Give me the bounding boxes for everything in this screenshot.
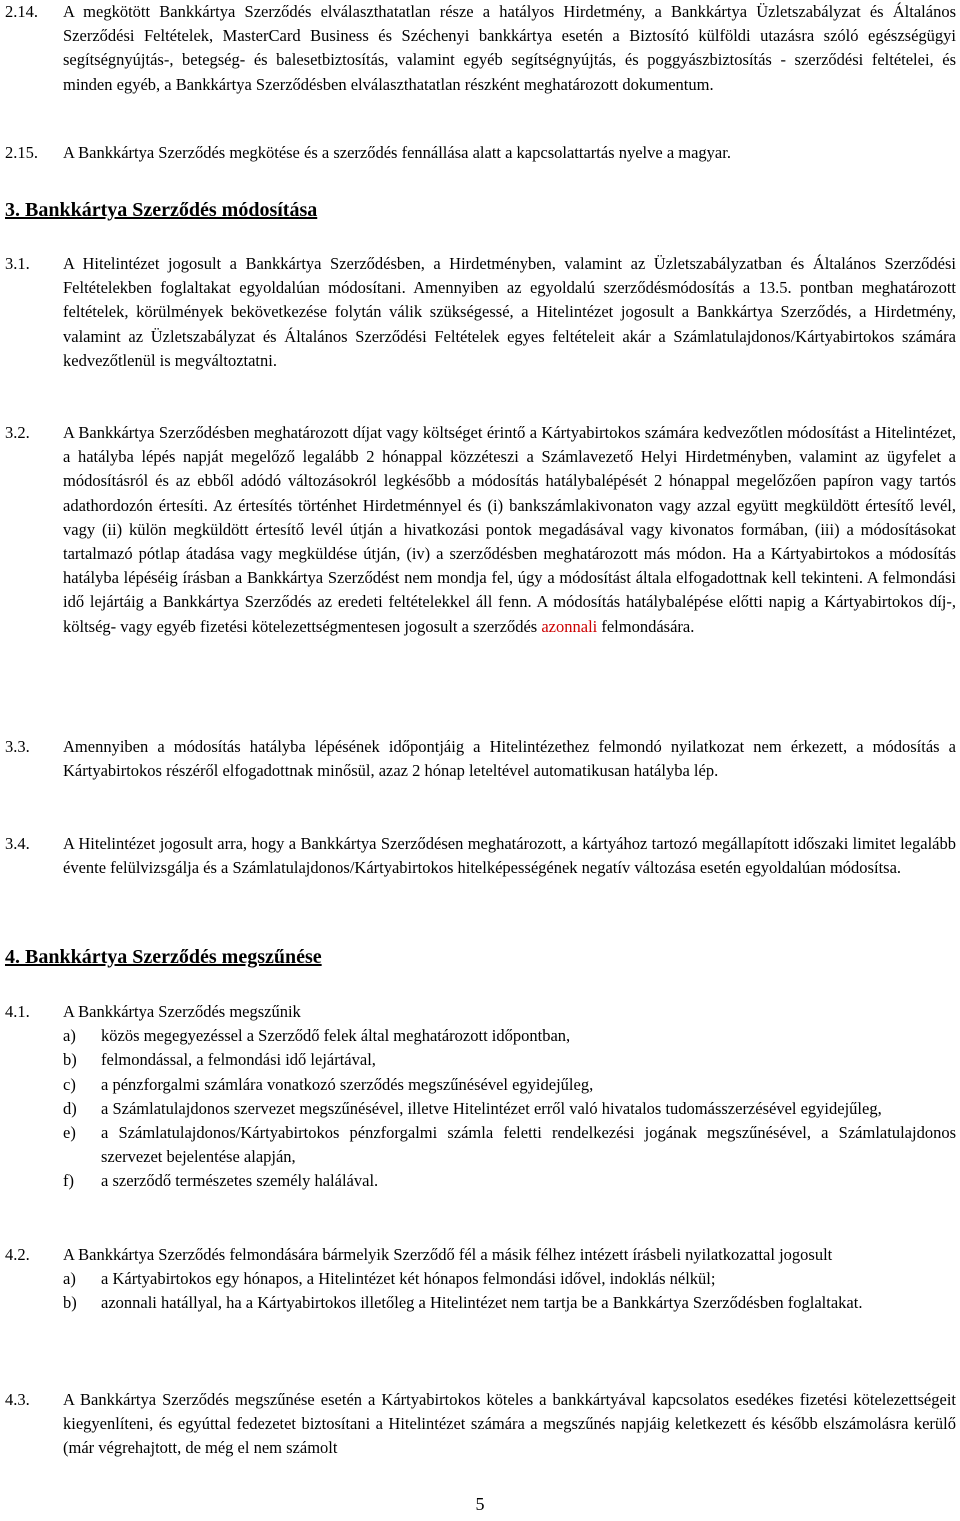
- paragraph-text: A Bankkártya Szerződés megkötése és a szerződés fennállása alatt a kapcsolattartás nyelve a magyar.: [63, 143, 731, 162]
- paragraph-text: A Hitelintézet jogosult arra, hogy a Bankkártya Szerződésen meghatározott, a kártyához tartozó megállapított időszaki limitet legalább évente felülvizsgálja és a Számlatulajdonos/Kártyabirtokos hitelképességének negatív változása esetén egyoldalúan módosítsa.: [63, 834, 956, 878]
- paragraph-text: Amennyiben a módosítás hatályba lépésének időpontjáig a Hitelintézethez felmondó nyilatkozat nem érkezett, a módosítás a Kártyabirtokos részéről elfogadottnak minősül, azaz 2 hónap leteltével automatikusan hatályba lép.: [63, 737, 956, 781]
- list-item: [63, 1073, 956, 1097]
- notice-list: [63, 1267, 956, 1315]
- paragraph-intro: A Bankkártya Szerződés megszűnik: [63, 1002, 301, 1021]
- highlighted-word: azonnali: [541, 616, 598, 636]
- list-item: [63, 1267, 956, 1291]
- paragraph-number: 4.1.: [5, 1002, 30, 1021]
- list-item: [63, 1169, 956, 1193]
- paragraph-3-2: [5, 421, 956, 639]
- section-heading-4: 4. Bankkártya Szerződés megszűnése: [5, 946, 322, 968]
- paragraph-text: A megkötött Bankkártya Szerződés elválaszthatatlan része a hatályos Hirdetmény, a Bankkártya Üzletszabályzat és Általános Szerződési Feltételek, MasterCard Business és Széchenyi bankkártya esetén a Biztosító külföldi utazásra szóló egészségügyi segítségnyújtás-, betegség- és balesetbiztosítás, valamint egyéb segítségnyújtás, és poggyászbiztosítás - szerződési feltételei, és minden egyéb, a Bankkártya Szerződésben elválaszthatatlan részként meghatározott dokumentum.: [63, 2, 956, 94]
- list-item-text: felmondással, a felmondási idő lejártával,: [101, 1050, 376, 1070]
- paragraph-number: 2.14.: [5, 2, 38, 21]
- list-item-text: azonnali hatállyal, ha a Kártyabirtokos illetőleg a Hitelintézet nem tartja be a Bankkártya Szerződésben foglaltakat.: [101, 1293, 863, 1313]
- paragraph-number: 2.15.: [5, 143, 38, 162]
- paragraph-3-3: [5, 735, 956, 783]
- paragraph-intro: A Bankkártya Szerződés felmondására bármelyik Szerződő fél a másik félhez intézett írásbeli nyilatkozattal jogosult: [63, 1245, 833, 1264]
- list-item-label: d): [63, 1098, 77, 1118]
- list-item: [63, 1048, 956, 1072]
- paragraph-3-1: [5, 252, 956, 373]
- paragraph-4-1: [5, 1000, 956, 1194]
- list-item: [63, 1291, 956, 1315]
- paragraph-number: 3.2.: [5, 423, 30, 442]
- list-item-label: b): [63, 1293, 77, 1313]
- list-item-label: b): [63, 1050, 77, 1070]
- section-heading-3: 3. Bankkártya Szerződés módosítása: [5, 199, 318, 221]
- paragraph-number: 4.2.: [5, 1245, 30, 1264]
- termination-list: [63, 1024, 956, 1193]
- paragraph-4-3: [5, 1388, 956, 1461]
- paragraph-text: A Hitelintézet jogosult a Bankkártya Szerződésben, a Hirdetményben, valamint az Üzletszabályzatban és Általános Szerződési Feltételekben foglaltakat egyoldalúan módosítani. Amennyiben az egyoldalú szerződésmódosítás a 13.5. pontban meghatározott feltételek, körülmények bekövetkezése folytán válik szükségessé, a Hitelintézet jogosult a Bankkártya Szerződés, a Hirdetmény, valamint az Üzletszabályzat és Általános Szerződési Feltételek egyes feltételeit akár a Számlatulajdonos/Kártyabirtokos számára kedvezőtlenül is megváltoztatni.: [63, 254, 956, 370]
- paragraph-4-2: [5, 1243, 956, 1316]
- list-item-label: a): [63, 1269, 76, 1289]
- list-item-label: e): [63, 1123, 76, 1143]
- paragraph-3-4: [5, 832, 956, 880]
- list-item-label: c): [63, 1074, 76, 1094]
- list-item-text: a Számlatulajdonos szervezet megszűnésével, illetve Hitelintézet erről való hivatalos tudomásszerzésével egyidejűleg,: [101, 1098, 882, 1118]
- list-item-text: a szerződő természetes személy halálával.: [101, 1171, 379, 1191]
- list-item: [63, 1121, 956, 1169]
- paragraph-number: 3.3.: [5, 737, 30, 756]
- paragraph-number: 4.3.: [5, 1390, 30, 1409]
- paragraph-text-main: A Bankkártya Szerződésben meghatározott díjat vagy költséget érintő a Kártyabirtokos számára kedvezőtlen módosítást a Hitelintézet, a hatályba lépés napját megelőző legalább 2 hónappal közzéteszi a Számlavezető Helyi Hirdetményben, valamint az ügyfelet a módosításról és az ebből adódó változásokról legkésőbb a módosítás hatálybalépését 2 hónappal megelőzően papíron vagy tartós adathordozón értesíti. Az értesítés történhet Hirdetménnyel és (i) bankszámlakivonaton vagy azzal együtt megküldött értesítő levél, vagy (ii) külön megküldött értesítő levél útján a hivatkozási pontok megadásával vagy kivonatos formában, (iii) a módosításokat tartalmazó pótlap átadása vagy megküldése útján, (iv) a szerződésben meghatározott más módon. Ha a Kártyabirtokos a módosítás hatályba lépéséig írásban a Bankkártya Szerződést nem mondja fel, úgy a módosítást általa elfogadottnak kell tekinteni. A felmondási idő lejártáig a Bankkártya Szerződés az eredeti feltételekkel áll fenn. A módosítás hatálybalépése előtti napig a Kártyabirtokos díj-, költség- vagy egyéb fizetési kötelezettségmentesen jogosult a szerződés: [63, 423, 956, 636]
- list-item-text: közös megegyezéssel a Szerződő felek által meghatározott időpontban,: [101, 1026, 571, 1046]
- list-item-text: a Számlatulajdonos/Kártyabirtokos pénzforgalmi számla feletti rendelkezési jogának megszűnésével, a Számlatulajdonos szervezet bejelentése alapján,: [101, 1123, 956, 1167]
- paragraph-number: 3.4.: [5, 834, 30, 853]
- paragraph-text-end: felmondására.: [601, 616, 695, 636]
- paragraph-2-14: [5, 0, 956, 97]
- list-item-label: f): [63, 1171, 74, 1191]
- paragraph-text: [63, 421, 956, 639]
- page-number: 5: [475, 1494, 485, 1514]
- list-item: [63, 1024, 956, 1048]
- paragraph-text: A Bankkártya Szerződés megszűnése esetén a Kártyabirtokos köteles a bankkártyával kapcsolatos esedékes fizetési kötelezettségeit kiegyenlíteni, és egyúttal fedezetet biztosítani a Hitelintézet számára a megszűnés napjáig keletkezett és később elszámolásra kerülő (már végrehajtott, de még el nem számolt: [63, 1390, 956, 1458]
- paragraph-2-15: [5, 141, 956, 165]
- list-item: [63, 1097, 956, 1121]
- list-item-label: a): [63, 1026, 76, 1046]
- list-item-text: a pénzforgalmi számlára vonatkozó szerződés megszűnésével egyidejűleg,: [101, 1074, 594, 1094]
- paragraph-number: 3.1.: [5, 254, 30, 273]
- list-item-text: a Kártyabirtokos egy hónapos, a Hitelintézet két hónapos felmondási idővel, indoklás nélkül;: [101, 1269, 716, 1289]
